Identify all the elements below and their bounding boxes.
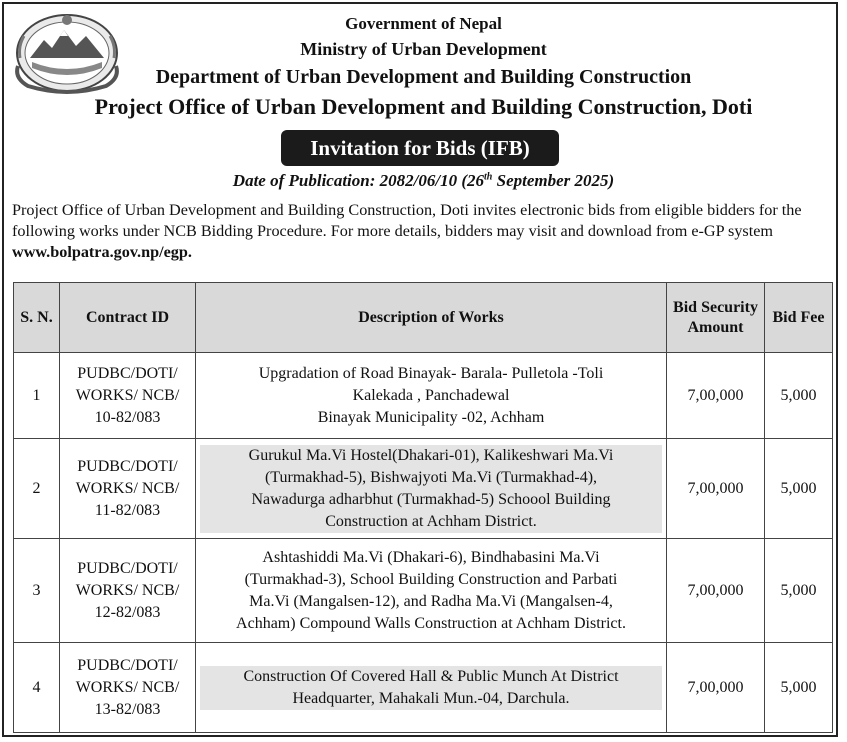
cell-description xyxy=(196,353,667,439)
cell-contract-id xyxy=(60,539,196,643)
description-line: Gurukul Ma.Vi Hostel(Dhakari-01), Kalikeshwari Ma.Vi xyxy=(200,445,662,467)
header-description: Description of Works xyxy=(196,283,667,353)
cell-description xyxy=(196,439,667,539)
cell-fee: 5,000 xyxy=(765,353,833,439)
publication-date-sup: th xyxy=(484,171,493,183)
intro-text: Project Office of Urban Development and Building Construction, Doti invites electronic bids from eligible bidders for the following works under NCB Bidding Procedure. For more details, bidders may visit and download from e-GP system xyxy=(12,201,802,240)
contract-id-line: PUDBC/DOTI/ xyxy=(77,656,178,674)
government-title: Government of Nepal xyxy=(345,14,502,33)
publication-date xyxy=(0,171,847,191)
bids-table xyxy=(13,282,833,733)
description-line: Ashtashiddi Ma.Vi (Dhakari-6), Bindhabasini Ma.Vi xyxy=(262,548,600,566)
cell-contract-id xyxy=(60,439,196,539)
contract-id-line: PUDBC/DOTI/ xyxy=(77,559,178,577)
contract-id-line: WORKS/ NCB/ xyxy=(75,479,180,497)
egp-url: www.bolpatra.gov.np/egp. xyxy=(12,243,192,261)
cell-sn: 1 xyxy=(14,353,60,439)
table-header-row xyxy=(14,283,833,353)
cell-contract-id xyxy=(60,353,196,439)
contract-id-line: WORKS/ NCB/ xyxy=(75,678,180,696)
contract-id-line: WORKS/ NCB/ xyxy=(75,386,180,404)
ministry-title: Ministry of Urban Development xyxy=(300,39,547,59)
contract-id-line: 10-82/083 xyxy=(94,408,161,426)
description-line: Construction Of Covered Hall & Public Munch At District xyxy=(200,666,662,688)
contract-id-line: PUDBC/DOTI/ xyxy=(77,457,178,475)
description-line: Binayak Municipality -02, Achham xyxy=(317,408,545,426)
cell-contract-id xyxy=(60,643,196,733)
table-row xyxy=(14,539,833,643)
cell-fee: 5,000 xyxy=(765,539,833,643)
header-sn: S. N. xyxy=(14,283,60,353)
table-row xyxy=(14,353,833,439)
cell-sn: 4 xyxy=(14,643,60,733)
contract-id-line: WORKS/ NCB/ xyxy=(75,581,180,599)
publication-date-prefix: Date of Publication: 2082/06/10 (26 xyxy=(232,171,485,190)
cell-security: 7,00,000 xyxy=(667,439,765,539)
description-line: Achham) Compound Walls Construction at Achham District. xyxy=(236,614,626,632)
description-line: Headquarter, Mahakali Mun.-04, Darchula. xyxy=(200,688,662,710)
description-line: (Turmakhad-5), Bishwajyoti Ma.Vi (Turmakhad-4), xyxy=(200,467,662,489)
cell-fee: 5,000 xyxy=(765,643,833,733)
table-row xyxy=(14,439,833,539)
department-title: Department of Urban Development and Building Construction xyxy=(155,66,692,88)
cell-security: 7,00,000 xyxy=(667,539,765,643)
description-line: Upgradation of Road Binayak- Barala- Pulletola -Toli xyxy=(258,364,604,382)
description-line: Construction at Achham District. xyxy=(200,511,662,533)
description-line: Kalekada , Panchadewal xyxy=(352,386,510,404)
header-fee: Bid Fee xyxy=(765,283,833,353)
intro-paragraph xyxy=(12,200,834,263)
contract-id-line: 12-82/083 xyxy=(94,603,161,621)
cell-fee: 5,000 xyxy=(765,439,833,539)
ifb-title-banner: Invitation for Bids (IFB) xyxy=(281,130,559,166)
project-office-title: Project Office of Urban Development and Building Construction, Doti xyxy=(94,94,753,119)
header-security: Bid Security Amount xyxy=(667,283,765,353)
description-line: Nawadurga adharbhut (Turmakhad-5) Schoool Building xyxy=(200,489,662,511)
cell-sn: 2 xyxy=(14,439,60,539)
cell-description xyxy=(196,643,667,733)
contract-id-line: PUDBC/DOTI/ xyxy=(77,364,178,382)
cell-sn: 3 xyxy=(14,539,60,643)
cell-description xyxy=(196,539,667,643)
description-line: (Turmakhad-3), School Building Construction and Parbati xyxy=(244,570,618,588)
table-row xyxy=(14,643,833,733)
cell-security: 7,00,000 xyxy=(667,353,765,439)
header-contract-id: Contract ID xyxy=(60,283,196,353)
contract-id-line: 13-82/083 xyxy=(94,700,161,718)
publication-date-suffix: September 2025) xyxy=(492,171,615,190)
contract-id-line: 11-82/083 xyxy=(94,501,161,519)
cell-security: 7,00,000 xyxy=(667,643,765,733)
description-line: Ma.Vi (Mangalsen-12), and Radha Ma.Vi (Mangalsen-4, xyxy=(249,592,613,610)
